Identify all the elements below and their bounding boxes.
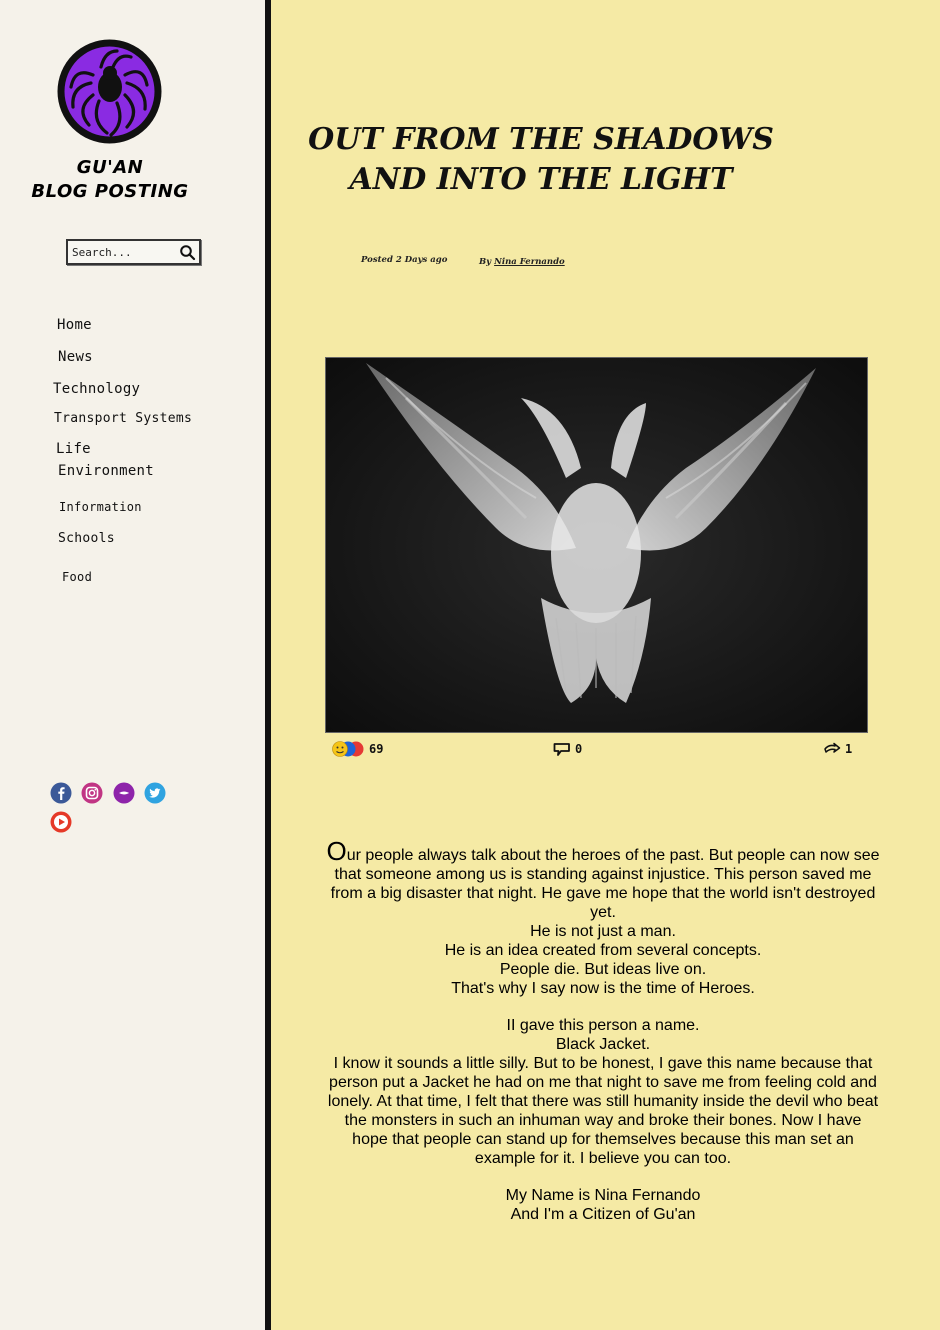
messenger-icon[interactable] (113, 782, 135, 804)
reactions-count: 69 (369, 742, 384, 756)
article-line: He is an idea created from several concepts. (444, 942, 762, 959)
article-line: He is not just a man. (530, 923, 676, 940)
nav-item-technology[interactable]: Technology (53, 381, 141, 397)
brand-line-1: GU'AN (76, 157, 144, 178)
reactions-stat[interactable] (331, 739, 383, 759)
brand-title (0, 156, 220, 204)
youtube-icon[interactable] (50, 811, 72, 833)
comments-stat[interactable] (553, 739, 582, 759)
nav-item-environment[interactable]: Environment (58, 463, 155, 479)
post-date: Posted 2 Days ago (361, 255, 448, 265)
phoenix-illustration (326, 358, 868, 733)
article-line: People die. But ideas live on. (499, 961, 707, 978)
nav-item-transport-systems[interactable]: Transport Systems (54, 411, 193, 426)
search-box (66, 239, 201, 265)
article-signoff: My Name is Nina Fernando (505, 1187, 701, 1204)
article-line: That's why I say now is the time of Heroes. (451, 980, 755, 997)
white-phoenix-image (325, 357, 868, 733)
article-signoff: And I'm a Citizen of Gu'an (510, 1206, 696, 1223)
shares-stat[interactable] (823, 739, 852, 759)
author-link[interactable]: Nina Fernando (494, 257, 565, 267)
post-title-line-2: AND INTO THE LIGHT (349, 162, 733, 197)
reaction-emojis-icon (331, 740, 365, 758)
post-byline (479, 257, 565, 267)
paragraph-gap (325, 998, 881, 1016)
share-icon (823, 742, 841, 756)
spider-emblem-icon[interactable] (55, 37, 164, 146)
post-title-line-1: OUT FROM THE SHADOWS (308, 122, 774, 157)
shares-count: 1 (845, 742, 853, 756)
nav-item-life[interactable]: Life (56, 441, 91, 457)
nav-item-news[interactable]: News (58, 349, 93, 365)
twitter-icon[interactable] (144, 782, 166, 804)
main-content (271, 0, 940, 1330)
article-line: Black Jacket. (555, 1036, 651, 1053)
article-paragraph-1 (325, 836, 881, 922)
post-stats (331, 739, 861, 759)
nav-item-home[interactable]: Home (57, 317, 92, 333)
sidebar (0, 0, 265, 1330)
drop-cap: O (326, 836, 347, 866)
instagram-icon[interactable] (81, 782, 103, 804)
facebook-icon[interactable] (50, 782, 72, 804)
paragraph-1-text: ur people always talk about the heroes of the past. But people can now see that someone among us is standing against injustice. This person saved me from a big disaster that night. He gave me hope that the world isn't destroyed yet. (330, 847, 880, 921)
article-body (325, 836, 881, 1224)
paragraph-gap (325, 1168, 881, 1186)
nav-item-schools[interactable]: Schools (58, 531, 115, 546)
nav-item-food[interactable]: Food (62, 570, 93, 584)
byline-prefix: By (479, 257, 492, 267)
search-input[interactable] (72, 243, 177, 262)
search-icon[interactable] (179, 244, 196, 261)
comments-count: 0 (575, 742, 583, 756)
comment-icon (553, 741, 571, 757)
article-line: II gave this person a name. (506, 1017, 700, 1034)
brand-line-2: BLOG POSTING (31, 181, 189, 202)
nav-item-information[interactable]: Information (59, 500, 142, 514)
post-title (271, 120, 811, 200)
article-paragraph-2: I know it sounds a little silly. But to be honest, I gave this name because that person put a Jacket he had on me that night to save me from feeling cold and lonely. At that time, I felt that there was still humanity inside the devil who beat the monsters in such an inhuman way and broke their bones. Now I have hope that people can stand up for themselves because this man set an example for it. I believe you can too. (327, 1055, 879, 1167)
